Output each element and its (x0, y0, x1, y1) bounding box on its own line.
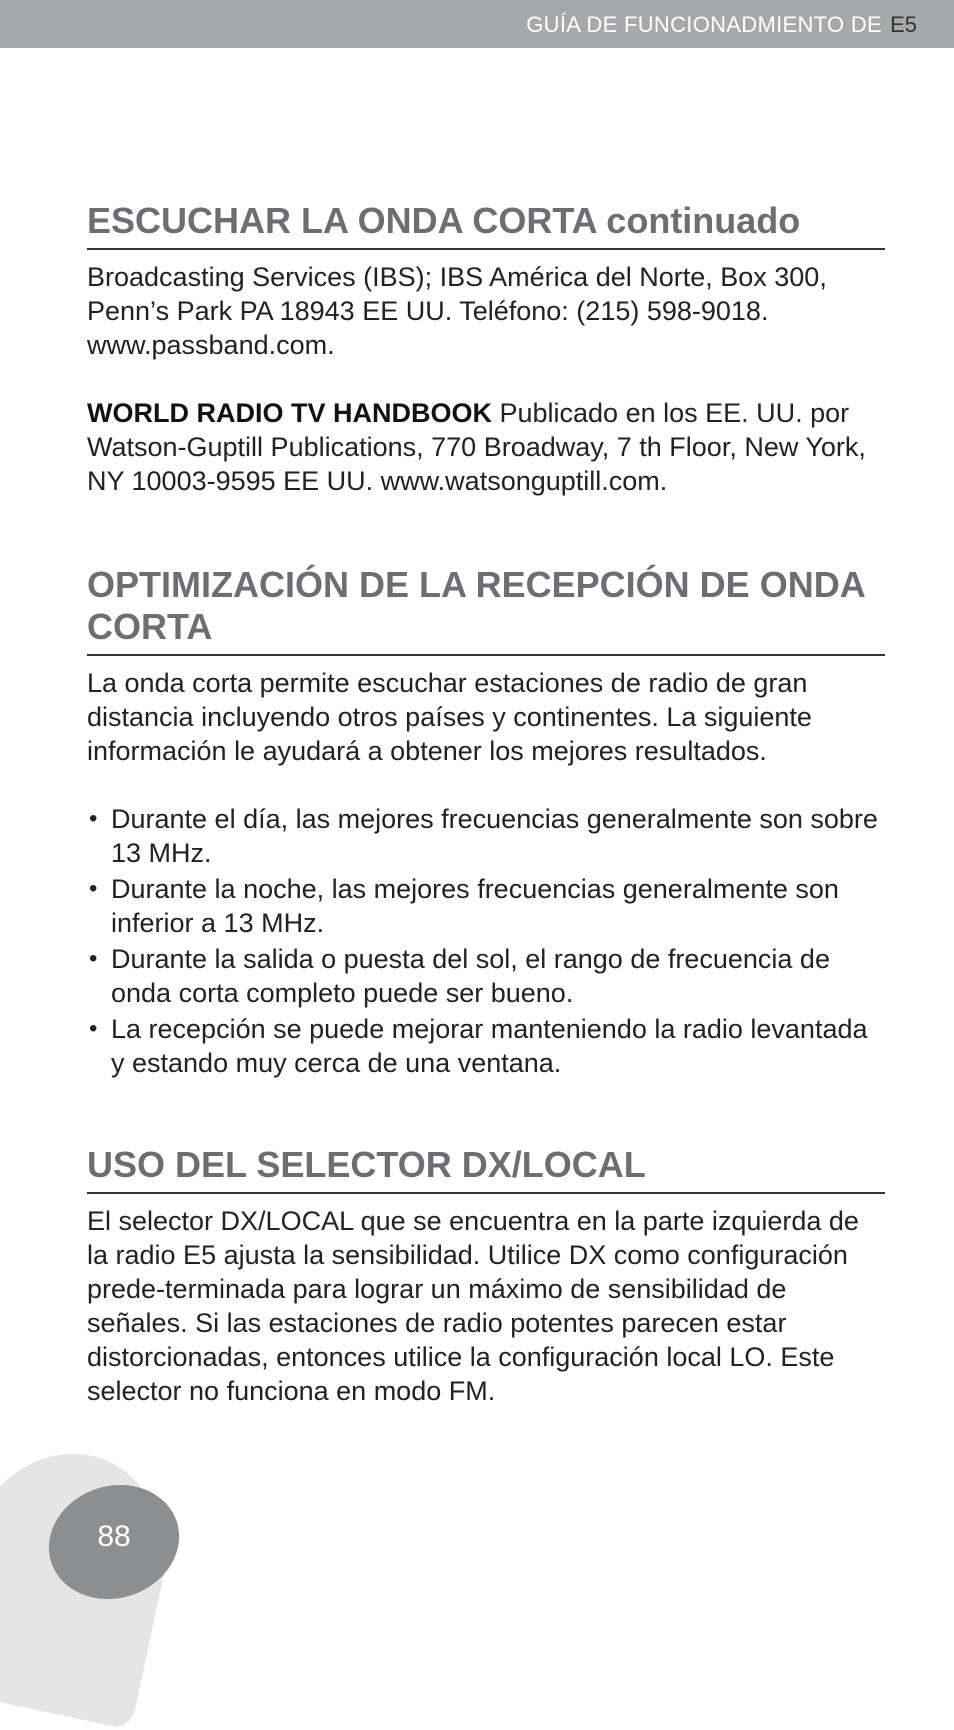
list-item: • La recepción se puede mejorar manteniendo la radio levantada y estando muy cerca de una ventana. (89, 1014, 868, 1078)
section-heading-optimization: OPTIMIZACIÓN DE LA RECEPCIÓN DE ONDA CORTA (87, 564, 885, 656)
tips-list (87, 802, 885, 1080)
bullet-icon: • (89, 945, 98, 972)
list-item: • Durante la noche, las mejores frecuencias generalmente son inferior a 13 MHz. (89, 874, 839, 938)
ibs-paragraph: Broadcasting Services (IBS); IBS América del Norte, Box 300, Penn’s Park PA 18943 EE UU. Teléfono: (215) 598-9018. www.passband.com. (87, 262, 827, 360)
bullet-icon: • (89, 805, 98, 832)
section-heading-dx-local: USO DEL SELECTOR DX/LOCAL (87, 1144, 885, 1194)
page-number: 88 (97, 1520, 131, 1553)
bullet-icon: • (89, 875, 98, 902)
bullet-icon: • (89, 1015, 98, 1042)
model-name: E5 (890, 12, 917, 37)
handbook-title: WORLD RADIO TV HANDBOOK (87, 398, 492, 428)
page-content (87, 200, 885, 1408)
section-heading-shortwave-continued: ESCUCHAR LA ONDA CORTA continuado (87, 200, 885, 250)
dx-local-paragraph: El selector DX/LOCAL que se encuentra en la parte izquierda de la radio E5 ajusta la sensibilidad. Utilice DX como configuración prede-terminada para lograr un máximo de sensibilidad de señales. Si las estaciones de radio potentes parecen estar distorcionadas, entonces utilice la configuración local LO. Este selector no funciona en modo FM. (87, 1206, 859, 1406)
handbook-paragraph (87, 396, 885, 498)
guide-title: GUÍA DE FUNCIONADMIENTO DE (526, 12, 882, 37)
optimization-intro: La onda corta permite escuchar estaciones de radio de gran distancia incluyendo otros países y continentes. La siguiente información le ayudará a obtener los mejores resultados. (87, 668, 812, 766)
list-item: • Durante la salida o puesta del sol, el rango de frecuencia de onda corta completo puede ser bueno. (89, 944, 830, 1008)
handbook-details: Publicado en los EE. UU. por Watson-Guptill Publications, 770 Broadway, 7 th Floor, New York, NY 10003-9595 EE UU. www.watsonguptill.com. (87, 398, 866, 496)
header-bar (0, 0, 954, 48)
list-item: • Durante el día, las mejores frecuencias generalmente son sobre 13 MHz. (89, 804, 878, 868)
